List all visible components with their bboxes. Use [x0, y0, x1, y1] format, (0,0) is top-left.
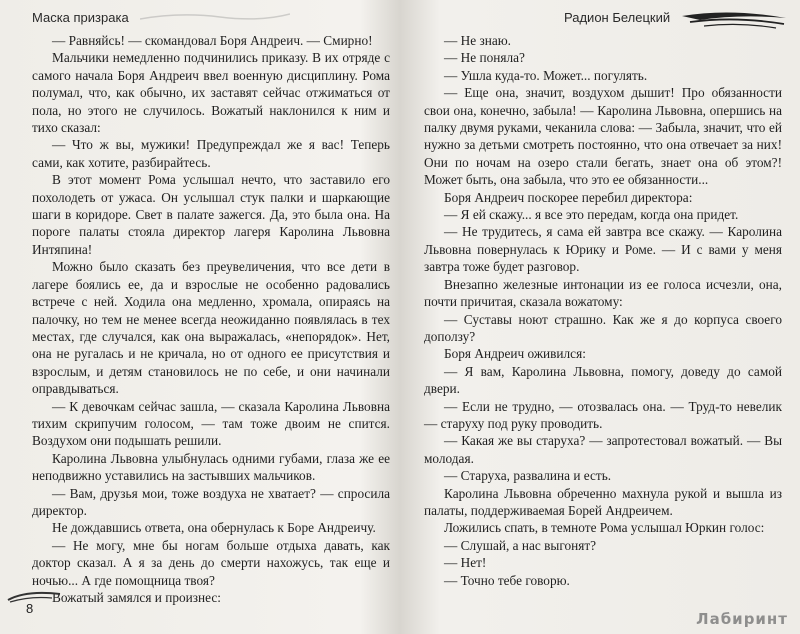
paragraph: Каролина Львовна улыбнулась одними губами, глаза же ее неподвижно уставились на застывших мальчиков. — [32, 450, 390, 484]
paragraph: Мальчики немедленно подчинились приказу. В их отряде с самого начала Боря Андреич ввел военную дисциплину. Рома полумал, что, как обычно, их заставят сейчас отжиматься от пола, но этого не случилось. Вожатый наклонился к ним и тихо сказал: — [32, 50, 390, 136]
paragraph: — Слушай, а нас выгонят? — [444, 537, 597, 553]
swoosh-ornament-icon — [680, 8, 788, 30]
paragraph: Ложились спать, в темноте Рома услышал Юркин голос: — [444, 520, 765, 536]
paragraph: — Не поняла? — [444, 50, 525, 66]
faint-ornament-icon — [140, 10, 290, 24]
paragraph: В этот момент Рома услышал нечто, что заставило его похолодеть от ужаса. Он услышал стук палки и шаркающие шаги в коридоре. Свет в палате зажегся. Да, это была она. На пороге палаты стояла директор лагеря Каролина Львовна Интяпина! — [32, 172, 390, 257]
running-head-right: Радион Белецкий — [564, 10, 671, 25]
paragraph: — Не трудитесь, я сама ей завтра все скажу. — Каролина Львовна повернулась к Юрику и Роме. — И с вами у меня завтра тоже будет разговор. — [424, 224, 782, 275]
paragraph: — Точно тебе говорю. — [444, 572, 570, 588]
right-page — [410, 0, 800, 634]
paragraph: Вожатый замялся и произнес: — [52, 590, 221, 605]
paragraph: — Ушла куда-то. Может... погулять. — [444, 67, 648, 83]
paragraph: — Равняйсь! — скомандовал Боря Андреич. — Смирно! — [52, 33, 373, 48]
paragraph: — Не знаю. — [444, 33, 511, 48]
paragraph: Внезапно железные интонации из ее голоса исчезли, она, почти причитая, сказала вожатому: — [424, 276, 782, 310]
paragraph: — Суставы ноют страшно. Как же я до корпуса своего доползу? — [424, 311, 782, 344]
paragraph: — Еще она, значит, воздухом дышит! Про обязанности свои она, конечно, забыла! — Каролина Львовна, опершись на палку двумя руками, чеканила слова: — Забыла, значит, что ей нужно за детьми смотреть постоянно, что она отвечает за них! Они по ночам на озеро стали бегать, знает она об этом?! Может быть, она забыла, что это ее обязанности... — [424, 85, 782, 188]
paragraph: Можно было сказать без преувеличения, что все дети в лагере боялись ее, да и взрослые не особенно радовались встрече с ней. Ходила она медленно, хромала, опираясь на палочку, но тем не менее всегда неожиданно появлялась в тех местах, где случался, как она выражалась, «непорядок». Нет, она не ругалась и не кричала, но от одного ее присутствия и взрослым, и детям становилось не по себе, и они начинали оправдываться. — [32, 259, 390, 397]
watermark: Лабиринт — [696, 610, 788, 628]
paragraph: Каролина Львовна обреченно махнула рукой и вышла из палаты, поддерживаемая Борей Андреичем. — [424, 485, 782, 518]
paragraph: — Что ж вы, мужики! Предупреждал же я вас! Теперь сами, как хотите, разбирайтесь. — [32, 137, 390, 170]
paragraph: — Старуха, развалина и есть. — [444, 468, 612, 484]
left-page-text — [32, 32, 390, 606]
paragraph: — Я ей скажу... я все это передам, когда она придет. — [444, 207, 739, 223]
paragraph: — Я вам, Каролина Львовна, помогу, доведу до самой двери. — [424, 363, 782, 397]
paragraph: Боря Андреич поскорее перебил директора: — [444, 189, 693, 205]
paragraph: Не дождавшись ответа, она обернулась к Боре Андреичу. — [52, 520, 376, 536]
right-page-text — [424, 32, 782, 589]
paragraph: — Если не трудно, — отозвалась она. — Труд-то невелик — старуху под руку проводить. — [424, 398, 782, 431]
paragraph: — Какая же вы старуха? — запротестовал вожатый. — Вы молодая. — [424, 433, 782, 466]
paragraph: — Не могу, мне бы ногам больше отдыха давать, как доктор сказал. А я за день до смерти нахожусь, так еще и ночью... А где помощница твоя? — [32, 537, 390, 588]
running-head-left: Маска призрака — [32, 10, 129, 25]
paragraph: — К девочкам сейчас зашла, — сказала Каролина Львовна тихим скрипучим голосом, — там тоже двоим не спится. Воздухом они подышать решили. — [32, 398, 390, 449]
paragraph: — Нет! — [444, 555, 487, 571]
paragraph: — Вам, друзья мои, тоже воздуха не хватает? — спросила директор. — [32, 485, 390, 518]
swash-ornament-icon — [6, 588, 62, 604]
page-number: 8 — [26, 601, 34, 616]
paragraph: Боря Андреич оживился: — [444, 346, 586, 362]
